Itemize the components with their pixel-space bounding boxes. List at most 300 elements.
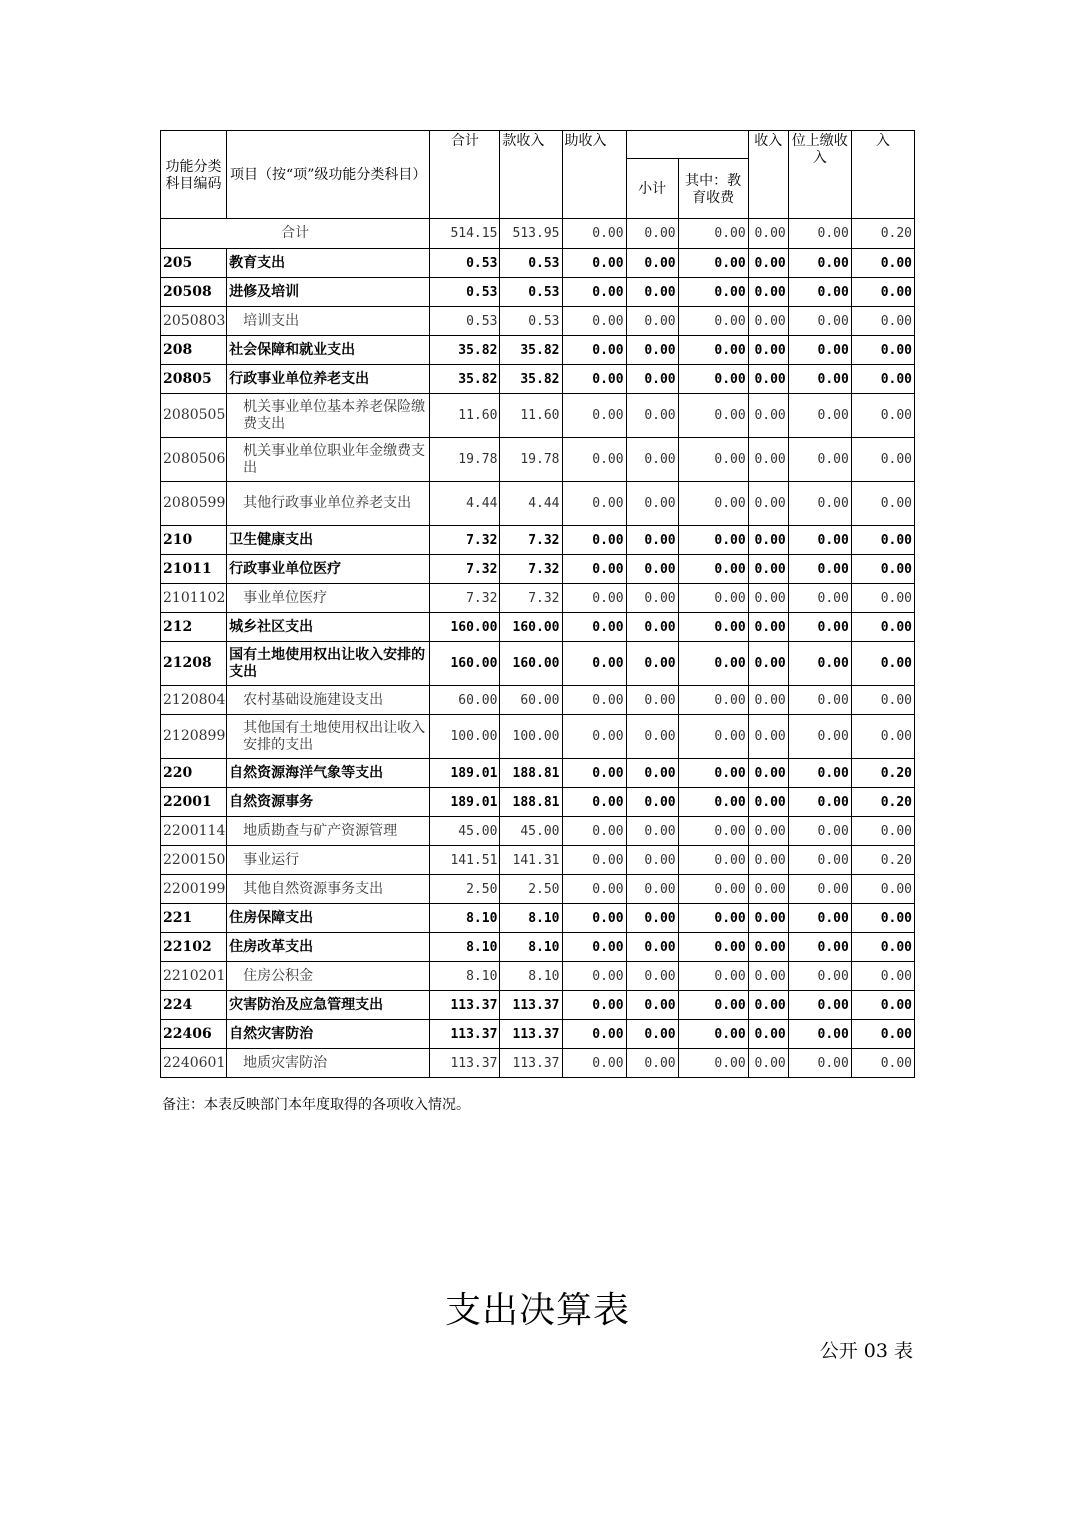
row-value: 0.00 [851, 249, 914, 278]
row-value: 0.00 [562, 365, 626, 394]
row-name: 其他行政事业单位养老支出 [227, 482, 430, 526]
row-value: 7.32 [430, 584, 500, 613]
row-value: 8.10 [500, 904, 562, 933]
table-row [161, 904, 915, 933]
row-value: 35.82 [430, 336, 500, 365]
row-code: 2080506 [161, 438, 227, 482]
row-value: 0.00 [562, 394, 626, 438]
row-value: 0.00 [626, 991, 678, 1020]
row-value: 188.81 [500, 759, 562, 788]
row-value: 0.00 [788, 278, 851, 307]
row-value: 0.20 [851, 846, 914, 875]
row-value: 0.00 [788, 962, 851, 991]
row-value: 0.00 [678, 336, 748, 365]
row-value: 0.00 [562, 962, 626, 991]
table-body [161, 219, 915, 1078]
row-value: 0.00 [748, 438, 788, 482]
header-col-e: 位上缴收入 [788, 131, 851, 219]
row-value: 0.00 [626, 584, 678, 613]
row-value: 113.37 [500, 991, 562, 1020]
row-value: 0.00 [788, 584, 851, 613]
row-value: 0.00 [678, 875, 748, 904]
row-value: 0.00 [562, 1020, 626, 1049]
row-value: 0.00 [626, 394, 678, 438]
row-value: 0.00 [562, 613, 626, 642]
row-value: 35.82 [500, 365, 562, 394]
row-value: 0.00 [678, 991, 748, 1020]
row-code: 2101102 [161, 584, 227, 613]
row-value: 0.00 [748, 1049, 788, 1078]
row-value: 0.00 [562, 759, 626, 788]
row-value: 8.10 [430, 904, 500, 933]
row-value: 0.00 [851, 365, 914, 394]
row-value: 60.00 [500, 686, 562, 715]
table-note: 备注：本表反映部门本年度取得的各项收入情况。 [162, 1097, 470, 1113]
row-value: 141.51 [430, 846, 500, 875]
row-code: 21208 [161, 642, 227, 686]
total-cell: 0.00 [562, 219, 626, 249]
row-value: 0.00 [748, 846, 788, 875]
row-value: 0.00 [748, 307, 788, 336]
header-name: 项目（按“项”级功能分类科目） [227, 131, 430, 219]
row-value: 0.00 [626, 526, 678, 555]
row-value: 113.37 [500, 1020, 562, 1049]
row-value: 60.00 [430, 686, 500, 715]
row-value: 0.00 [851, 278, 914, 307]
row-name: 社会保障和就业支出 [227, 336, 430, 365]
row-name: 城乡社区支出 [227, 613, 430, 642]
table-row [161, 962, 915, 991]
row-name: 其他国有土地使用权出让收入安排的支出 [227, 715, 430, 759]
row-value: 0.00 [748, 788, 788, 817]
row-value: 0.00 [626, 613, 678, 642]
header-col-c-edu: 其中：教育收费 [678, 159, 748, 219]
row-value: 0.00 [788, 438, 851, 482]
table-row [161, 555, 915, 584]
row-value: 35.82 [500, 336, 562, 365]
row-value: 2.50 [430, 875, 500, 904]
row-code: 205 [161, 249, 227, 278]
row-value: 45.00 [500, 817, 562, 846]
row-value: 0.00 [788, 846, 851, 875]
row-value: 0.00 [626, 1020, 678, 1049]
row-value: 0.53 [430, 249, 500, 278]
header-col-a: 款收入 [500, 131, 562, 219]
row-code: 2240601 [161, 1049, 227, 1078]
row-code: 210 [161, 526, 227, 555]
row-value: 0.00 [626, 817, 678, 846]
row-value: 0.00 [851, 904, 914, 933]
row-value: 160.00 [500, 613, 562, 642]
row-value: 0.00 [788, 1049, 851, 1078]
row-value: 0.00 [788, 394, 851, 438]
table-id-label: 公开 03 表 [819, 1340, 913, 1362]
header-code: 功能分类科目编码 [161, 131, 227, 219]
row-value: 0.20 [851, 759, 914, 788]
row-value: 0.00 [678, 642, 748, 686]
row-value: 0.53 [430, 307, 500, 336]
row-value: 0.00 [788, 365, 851, 394]
row-name: 行政事业单位养老支出 [227, 365, 430, 394]
table-row [161, 249, 915, 278]
row-value: 0.00 [562, 526, 626, 555]
row-name: 行政事业单位医疗 [227, 555, 430, 584]
row-value: 0.53 [500, 249, 562, 278]
row-value: 7.32 [500, 526, 562, 555]
row-value: 0.00 [562, 249, 626, 278]
row-value: 8.10 [500, 933, 562, 962]
table-row [161, 438, 915, 482]
row-code: 2200150 [161, 846, 227, 875]
row-value: 0.00 [748, 613, 788, 642]
row-code: 2120804 [161, 686, 227, 715]
row-value: 0.53 [500, 307, 562, 336]
row-value: 0.00 [788, 715, 851, 759]
row-value: 0.53 [500, 278, 562, 307]
row-value: 0.00 [626, 962, 678, 991]
row-value: 0.00 [851, 642, 914, 686]
row-name: 地质勘查与矿产资源管理 [227, 817, 430, 846]
row-value: 141.31 [500, 846, 562, 875]
row-name: 自然灾害防治 [227, 1020, 430, 1049]
row-value: 0.00 [851, 1020, 914, 1049]
row-value: 0.00 [788, 933, 851, 962]
row-value: 7.32 [500, 584, 562, 613]
row-value: 0.00 [562, 555, 626, 584]
row-value: 0.00 [678, 526, 748, 555]
row-value: 0.00 [788, 875, 851, 904]
row-value: 160.00 [430, 642, 500, 686]
row-name: 地质灾害防治 [227, 1049, 430, 1078]
total-cell: 514.15 [430, 219, 500, 249]
header-col-c-subtotal: 小计 [626, 159, 678, 219]
table-row [161, 817, 915, 846]
row-value: 0.00 [678, 438, 748, 482]
row-value: 0.00 [788, 555, 851, 584]
row-value: 0.00 [851, 817, 914, 846]
row-value: 0.00 [748, 1020, 788, 1049]
row-value: 0.00 [748, 584, 788, 613]
row-value: 0.00 [626, 686, 678, 715]
row-value: 0.00 [748, 394, 788, 438]
row-value: 0.00 [748, 962, 788, 991]
table-row [161, 365, 915, 394]
row-value: 0.00 [678, 365, 748, 394]
row-value: 35.82 [430, 365, 500, 394]
table-row [161, 686, 915, 715]
row-value: 0.00 [626, 1049, 678, 1078]
row-value: 0.00 [678, 1020, 748, 1049]
row-value: 0.00 [748, 875, 788, 904]
row-value: 0.00 [788, 526, 851, 555]
table-row [161, 846, 915, 875]
row-value: 0.00 [788, 482, 851, 526]
row-name: 国有土地使用权出让收入安排的支出 [227, 642, 430, 686]
row-value: 2.50 [500, 875, 562, 904]
row-value: 45.00 [430, 817, 500, 846]
row-value: 0.00 [626, 365, 678, 394]
row-value: 0.00 [678, 686, 748, 715]
row-code: 2080599 [161, 482, 227, 526]
row-value: 188.81 [500, 788, 562, 817]
header-col-f: 入 [851, 131, 914, 219]
row-value: 0.00 [562, 933, 626, 962]
row-value: 0.00 [678, 307, 748, 336]
row-value: 0.00 [851, 584, 914, 613]
row-value: 0.00 [678, 962, 748, 991]
row-name: 事业单位医疗 [227, 584, 430, 613]
row-value: 0.00 [678, 249, 748, 278]
row-value: 0.00 [788, 788, 851, 817]
row-value: 0.00 [678, 759, 748, 788]
header-total: 合计 [430, 131, 500, 219]
row-value: 113.37 [430, 991, 500, 1020]
row-value: 0.00 [562, 788, 626, 817]
row-value: 0.00 [748, 904, 788, 933]
row-value: 0.00 [562, 482, 626, 526]
row-value: 0.00 [851, 962, 914, 991]
row-value: 0.00 [678, 933, 748, 962]
table-row [161, 526, 915, 555]
row-value: 7.32 [500, 555, 562, 584]
row-value: 0.00 [748, 365, 788, 394]
row-value: 0.00 [851, 307, 914, 336]
row-value: 0.00 [748, 526, 788, 555]
row-value: 0.00 [678, 613, 748, 642]
table-row [161, 336, 915, 365]
row-value: 4.44 [500, 482, 562, 526]
row-value: 0.00 [678, 555, 748, 584]
row-value: 100.00 [500, 715, 562, 759]
row-value: 0.00 [626, 278, 678, 307]
row-value: 189.01 [430, 759, 500, 788]
income-table [160, 130, 915, 1078]
table-row [161, 788, 915, 817]
row-value: 0.00 [626, 933, 678, 962]
row-value: 0.00 [678, 482, 748, 526]
row-value: 0.00 [748, 278, 788, 307]
row-value: 0.00 [678, 715, 748, 759]
row-value: 0.00 [678, 1049, 748, 1078]
row-name: 灾害防治及应急管理支出 [227, 991, 430, 1020]
row-value: 0.00 [626, 904, 678, 933]
row-value: 0.00 [678, 278, 748, 307]
row-code: 21011 [161, 555, 227, 584]
row-name: 机关事业单位职业年金缴费支出 [227, 438, 430, 482]
row-name: 进修及培训 [227, 278, 430, 307]
row-value: 4.44 [430, 482, 500, 526]
row-value: 7.32 [430, 555, 500, 584]
table-row [161, 584, 915, 613]
total-cell: 0.00 [626, 219, 678, 249]
row-value: 0.00 [562, 846, 626, 875]
row-value: 0.00 [748, 991, 788, 1020]
row-value: 0.00 [748, 555, 788, 584]
row-name: 自然资源事务 [227, 788, 430, 817]
row-value: 0.00 [788, 642, 851, 686]
total-cell: 0.00 [748, 219, 788, 249]
row-value: 0.00 [562, 584, 626, 613]
row-value: 0.00 [562, 715, 626, 759]
row-value: 0.00 [851, 555, 914, 584]
row-value: 113.37 [500, 1049, 562, 1078]
row-value: 0.00 [562, 991, 626, 1020]
row-name: 农村基础设施建设支出 [227, 686, 430, 715]
row-code: 20805 [161, 365, 227, 394]
row-value: 0.00 [788, 991, 851, 1020]
row-value: 0.00 [788, 613, 851, 642]
row-code: 2120899 [161, 715, 227, 759]
row-value: 0.00 [748, 759, 788, 788]
row-value: 113.37 [430, 1020, 500, 1049]
row-name: 教育支出 [227, 249, 430, 278]
header-col-b: 助收入 [562, 131, 626, 219]
row-value: 0.00 [788, 904, 851, 933]
table-row [161, 875, 915, 904]
row-value: 0.00 [626, 715, 678, 759]
table-header [161, 131, 915, 219]
row-value: 11.60 [430, 394, 500, 438]
row-value: 8.10 [500, 962, 562, 991]
row-value: 0.00 [678, 584, 748, 613]
row-name: 事业运行 [227, 846, 430, 875]
total-cell: 0.20 [851, 219, 914, 249]
row-value: 0.00 [851, 715, 914, 759]
total-cell: 0.00 [788, 219, 851, 249]
row-value: 8.10 [430, 933, 500, 962]
row-value: 189.01 [430, 788, 500, 817]
table-row [161, 991, 915, 1020]
row-value: 0.00 [626, 438, 678, 482]
row-value: 0.00 [748, 686, 788, 715]
row-value: 0.00 [562, 904, 626, 933]
row-value: 8.10 [430, 962, 500, 991]
row-value: 7.32 [430, 526, 500, 555]
table-row [161, 933, 915, 962]
table-row [161, 759, 915, 788]
row-value: 0.00 [748, 933, 788, 962]
row-code: 20508 [161, 278, 227, 307]
row-code: 208 [161, 336, 227, 365]
row-code: 22102 [161, 933, 227, 962]
row-value: 0.00 [562, 817, 626, 846]
row-value: 0.00 [851, 482, 914, 526]
row-value: 0.00 [748, 336, 788, 365]
row-code: 224 [161, 991, 227, 1020]
row-value: 19.78 [500, 438, 562, 482]
row-value: 0.00 [788, 307, 851, 336]
row-value: 0.00 [748, 482, 788, 526]
row-value: 0.00 [626, 759, 678, 788]
table-row [161, 482, 915, 526]
row-value: 0.00 [562, 1049, 626, 1078]
row-code: 220 [161, 759, 227, 788]
row-value: 0.00 [626, 875, 678, 904]
row-name: 住房保障支出 [227, 904, 430, 933]
row-code: 22406 [161, 1020, 227, 1049]
row-value: 0.00 [626, 642, 678, 686]
row-value: 0.00 [562, 875, 626, 904]
row-value: 0.00 [562, 642, 626, 686]
row-value: 0.00 [678, 394, 748, 438]
total-label: 合计 [161, 219, 430, 249]
row-value: 160.00 [430, 613, 500, 642]
row-value: 0.00 [851, 526, 914, 555]
row-value: 0.00 [851, 933, 914, 962]
row-value: 0.00 [788, 336, 851, 365]
table-row [161, 278, 915, 307]
row-code: 2080505 [161, 394, 227, 438]
row-code: 221 [161, 904, 227, 933]
row-value: 0.00 [788, 1020, 851, 1049]
row-value: 0.00 [562, 438, 626, 482]
row-value: 0.00 [562, 336, 626, 365]
row-name: 住房公积金 [227, 962, 430, 991]
row-value: 0.00 [626, 846, 678, 875]
row-value: 0.00 [788, 249, 851, 278]
row-value: 0.00 [851, 336, 914, 365]
row-value: 0.00 [748, 642, 788, 686]
row-value: 113.37 [430, 1049, 500, 1078]
table-row [161, 1020, 915, 1049]
row-value: 0.00 [562, 307, 626, 336]
row-value: 0.00 [626, 307, 678, 336]
row-value: 100.00 [430, 715, 500, 759]
table-row-total [161, 219, 915, 249]
total-cell: 0.00 [678, 219, 748, 249]
row-value: 0.53 [430, 278, 500, 307]
row-code: 2210201 [161, 962, 227, 991]
row-name: 自然资源海洋气象等支出 [227, 759, 430, 788]
total-cell: 513.95 [500, 219, 562, 249]
table-row [161, 307, 915, 336]
row-value: 0.00 [851, 686, 914, 715]
row-value: 0.00 [562, 278, 626, 307]
table-row [161, 715, 915, 759]
row-code: 22001 [161, 788, 227, 817]
row-value: 0.00 [626, 336, 678, 365]
row-value: 0.00 [678, 904, 748, 933]
row-value: 0.00 [851, 394, 914, 438]
header-col-c [626, 131, 748, 159]
row-value: 0.00 [678, 846, 748, 875]
row-name: 机关事业单位基本养老保险缴费支出 [227, 394, 430, 438]
row-value: 0.00 [678, 817, 748, 846]
row-name: 卫生健康支出 [227, 526, 430, 555]
row-code: 2200114 [161, 817, 227, 846]
row-code: 212 [161, 613, 227, 642]
row-value: 19.78 [430, 438, 500, 482]
row-value: 160.00 [500, 642, 562, 686]
row-value: 0.00 [851, 613, 914, 642]
row-name: 培训支出 [227, 307, 430, 336]
table-row [161, 613, 915, 642]
section-title: 支出决算表 [444, 1290, 630, 1331]
row-value: 0.00 [851, 875, 914, 904]
row-value: 0.00 [626, 249, 678, 278]
row-name: 住房改革支出 [227, 933, 430, 962]
row-value: 0.00 [562, 686, 626, 715]
row-value: 0.00 [626, 555, 678, 584]
row-value: 0.00 [851, 1049, 914, 1078]
table-row [161, 1049, 915, 1078]
row-value: 0.00 [748, 817, 788, 846]
row-value: 0.20 [851, 788, 914, 817]
row-value: 0.00 [748, 715, 788, 759]
table-row [161, 394, 915, 438]
header-col-d: 收入 [748, 131, 788, 219]
row-value: 0.00 [851, 991, 914, 1020]
